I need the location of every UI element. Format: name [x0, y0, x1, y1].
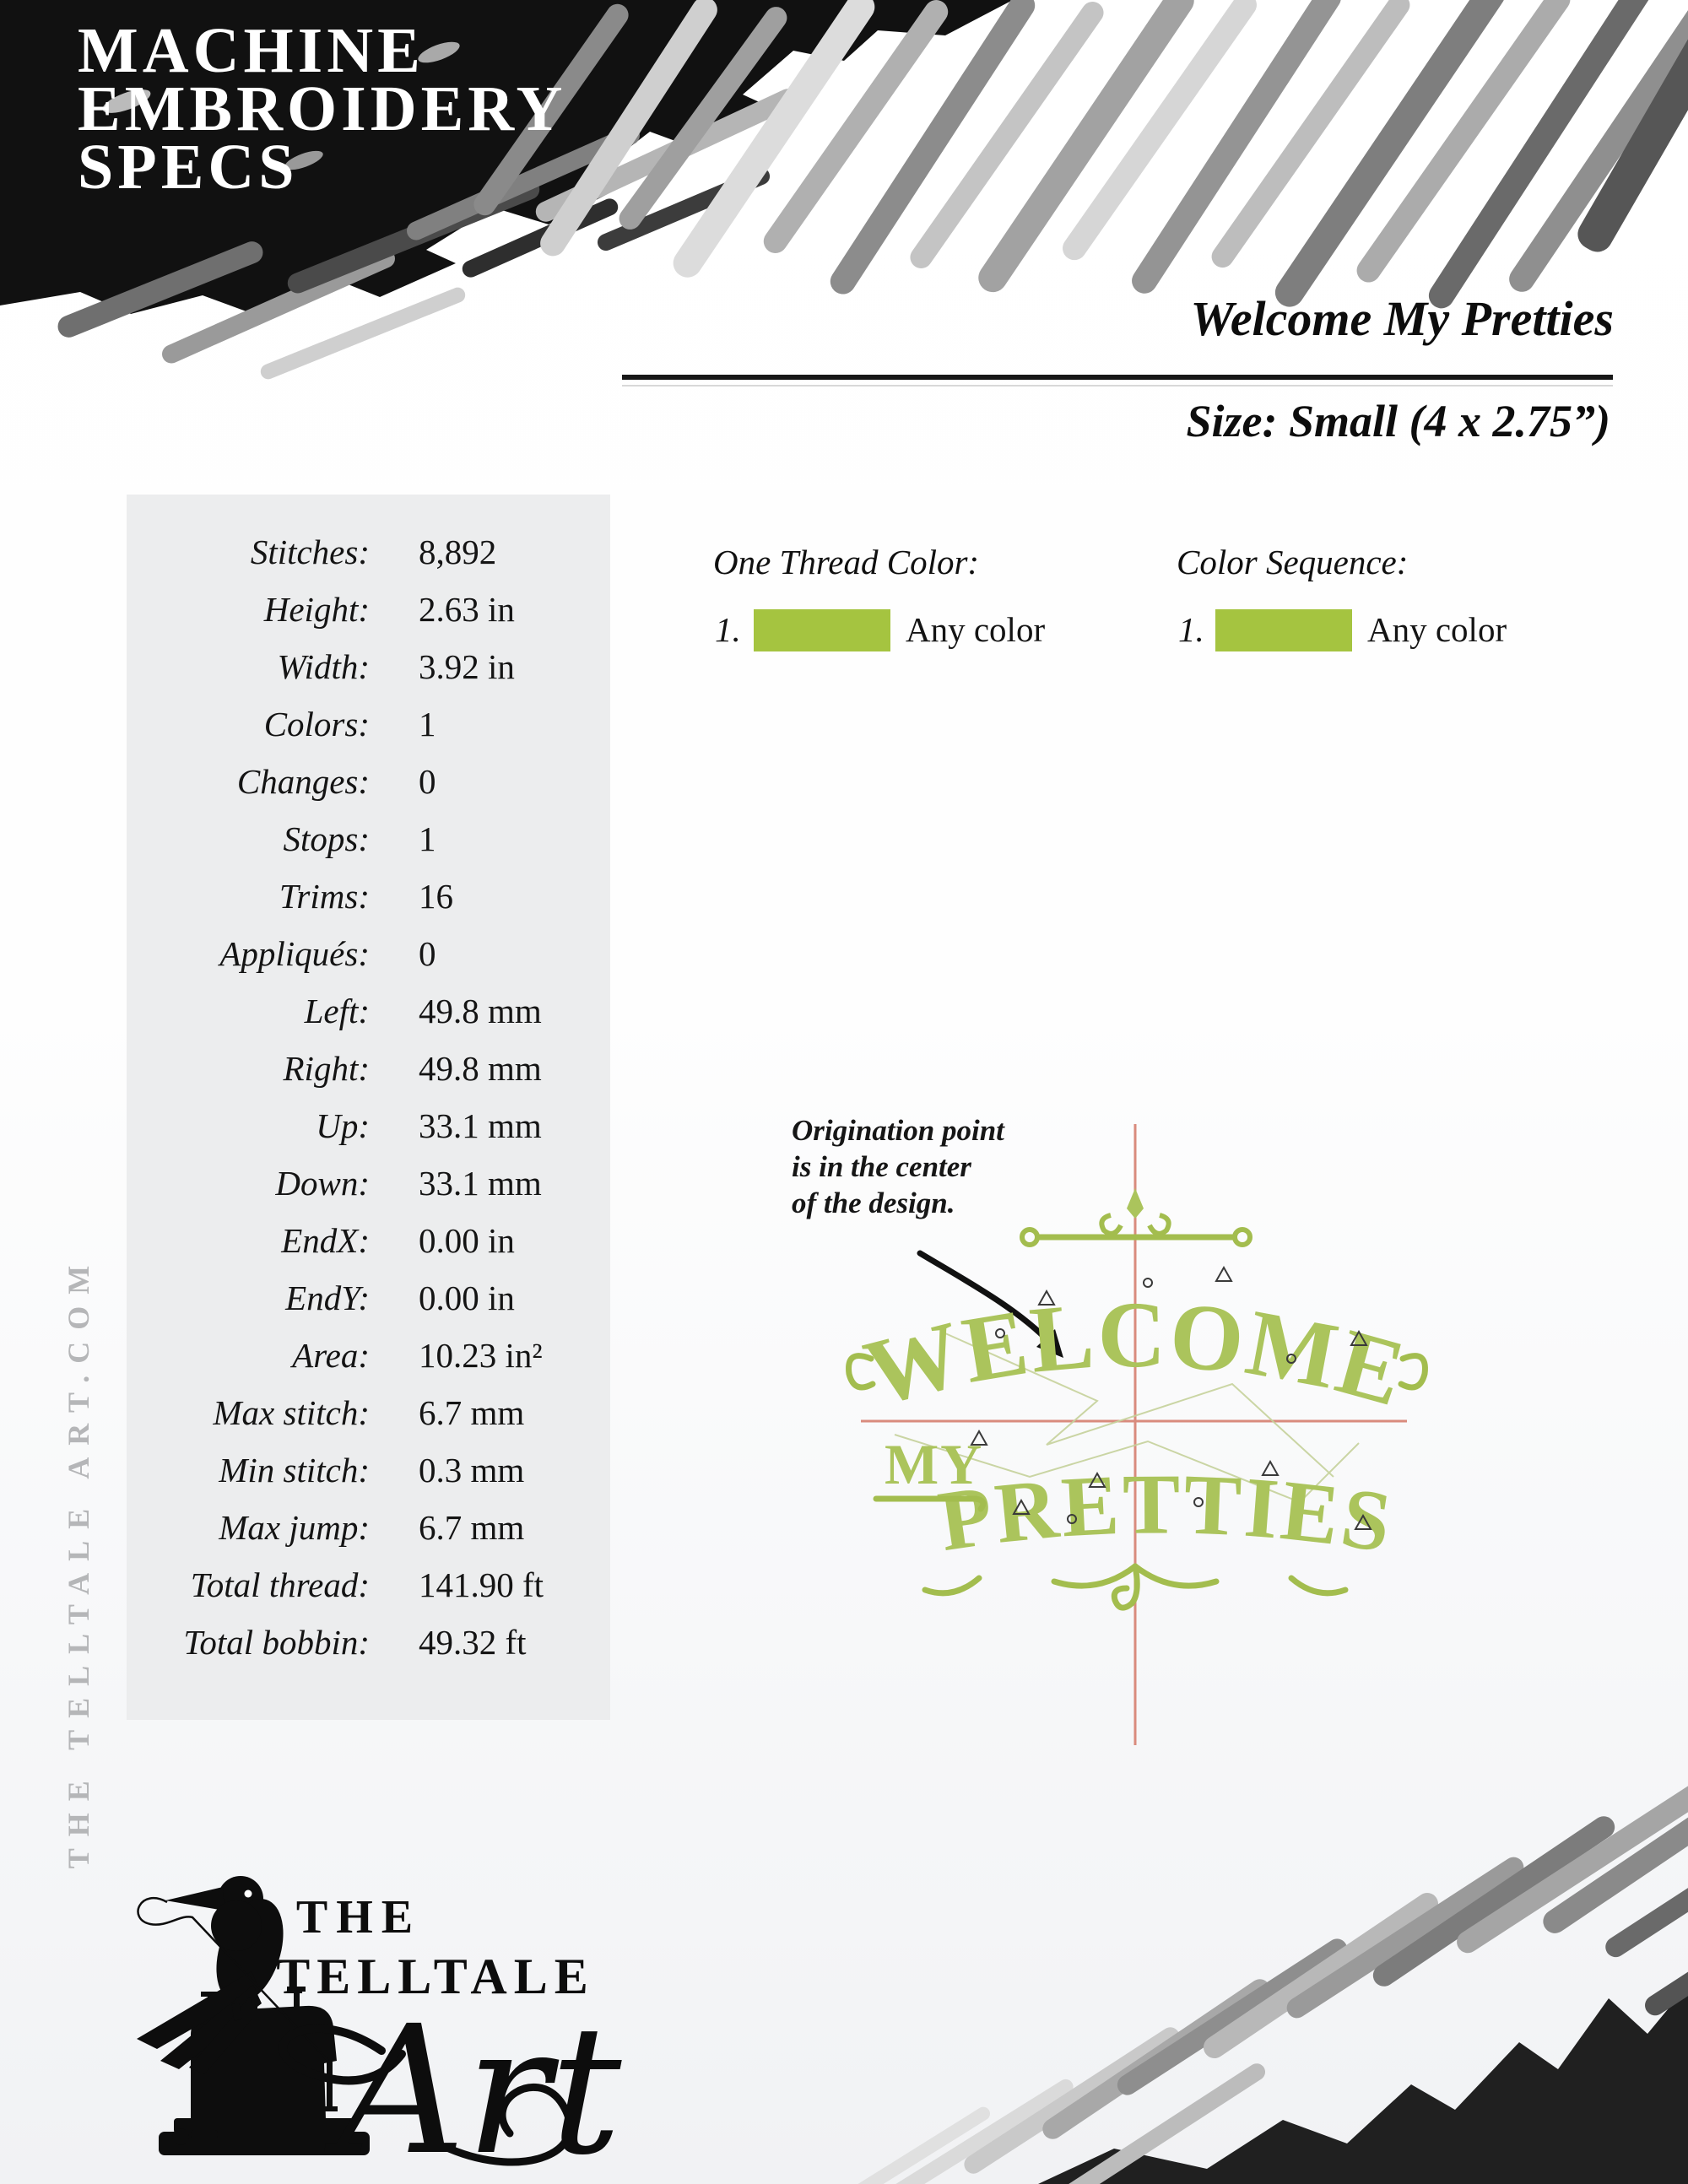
spec-value: 3.92 in [419, 647, 515, 686]
spec-value: 0 [419, 762, 436, 801]
spec-label: Left: [304, 992, 370, 1030]
page-title [78, 15, 567, 203]
spec-row [127, 523, 610, 581]
title-divider-shadow [622, 385, 1613, 387]
spec-row [127, 810, 610, 868]
spec-row [127, 982, 610, 1040]
embroidery-design [849, 1188, 1426, 1608]
spec-value: 2.63 in [419, 590, 515, 629]
spec-label: EndY: [285, 1279, 370, 1317]
spec-value: 49.8 mm [419, 992, 542, 1030]
spec-label: Area: [292, 1336, 370, 1375]
spec-label: Width: [277, 647, 370, 686]
thread-color-item-number: 1. [715, 610, 741, 649]
spec-label: EndX: [281, 1221, 370, 1260]
size-label: Size: Small (4 x 2.75”) [1186, 396, 1610, 446]
spec-label: Height: [263, 590, 370, 629]
design-word-my: MY [885, 1432, 984, 1496]
spec-value: 0.00 in [419, 1221, 515, 1260]
logo-word-telltale: TELLTALE [276, 1949, 595, 2004]
origination-note-line2: is in the center [792, 1150, 971, 1183]
spec-label: Max jump: [219, 1508, 370, 1547]
spec-label: Min stitch: [219, 1451, 370, 1489]
spec-label: Up: [316, 1106, 370, 1145]
spec-label: Total bobbin: [183, 1623, 370, 1662]
thread-color-swatch [754, 609, 890, 651]
origination-note-line1: Origination point [792, 1114, 1004, 1147]
design-word-welcome: WELCOME [854, 1282, 1417, 1427]
spec-label: Colors: [263, 705, 370, 743]
telltale-art-logo [84, 1848, 641, 2184]
color-sequence-heading: Color Sequence: [1177, 543, 1409, 581]
spec-value: 49.8 mm [419, 1049, 542, 1088]
crown-ornament [1022, 1188, 1250, 1245]
spec-label: Appliqués: [219, 934, 370, 973]
spec-row [127, 581, 610, 638]
spec-value: 141.90 ft [419, 1565, 544, 1604]
spec-row [127, 753, 610, 810]
spec-row [127, 638, 610, 695]
spec-value: 0 [419, 934, 436, 973]
spec-label: Max stitch: [213, 1393, 370, 1432]
page-title-line2: EMBROIDERY [78, 73, 567, 144]
spec-label: Stitches: [250, 532, 370, 571]
spec-label: Trims: [279, 877, 370, 916]
page-title-line3: SPECS [78, 132, 299, 203]
sidebar-watermark: THE TELLTALE ART.COM [62, 1253, 95, 1869]
svg-text:Art: Art [338, 1987, 622, 2184]
design-name: Welcome My Pretties [1190, 291, 1614, 346]
color-sequence-swatch [1215, 609, 1352, 651]
spec-value: 49.32 ft [419, 1623, 527, 1662]
spec-value: 10.23 in² [419, 1336, 543, 1375]
spec-value: 6.7 mm [419, 1508, 525, 1547]
thread-color-heading: One Thread Color: [713, 543, 980, 581]
spec-value: 16 [419, 877, 453, 916]
logo-word-the: THE [295, 1891, 422, 1943]
color-sequence-item-label: Any color [1367, 610, 1507, 649]
spec-label: Stops: [283, 819, 370, 858]
spec-label: Down: [275, 1164, 370, 1203]
spec-value: 0.3 mm [419, 1451, 525, 1489]
color-sequence-item-number: 1. [1178, 610, 1204, 649]
footer-brush-art [814, 1749, 1688, 2184]
page-title-line1: MACHINE [78, 15, 425, 86]
origination-note-line3: of the design. [792, 1187, 955, 1219]
spec-value: 6.7 mm [419, 1393, 525, 1432]
spec-row [127, 925, 610, 982]
spec-value: 1 [419, 705, 436, 743]
spec-row [127, 868, 610, 925]
spec-value: 1 [419, 819, 436, 858]
spec-value: 8,892 [419, 532, 497, 571]
spec-row [127, 695, 610, 753]
title-divider [622, 375, 1613, 380]
spec-label: Total thread: [190, 1565, 370, 1604]
thread-color-item-label: Any color [906, 610, 1046, 649]
spec-value: 0.00 in [419, 1279, 515, 1317]
spec-label: Changes: [236, 762, 370, 801]
spec-value: 33.1 mm [419, 1106, 542, 1145]
spec-label: Right: [283, 1049, 370, 1088]
design-word-pretties: PRETTIES [933, 1457, 1400, 1572]
origination-note [792, 1112, 1004, 1221]
spec-value: 33.1 mm [419, 1164, 542, 1203]
